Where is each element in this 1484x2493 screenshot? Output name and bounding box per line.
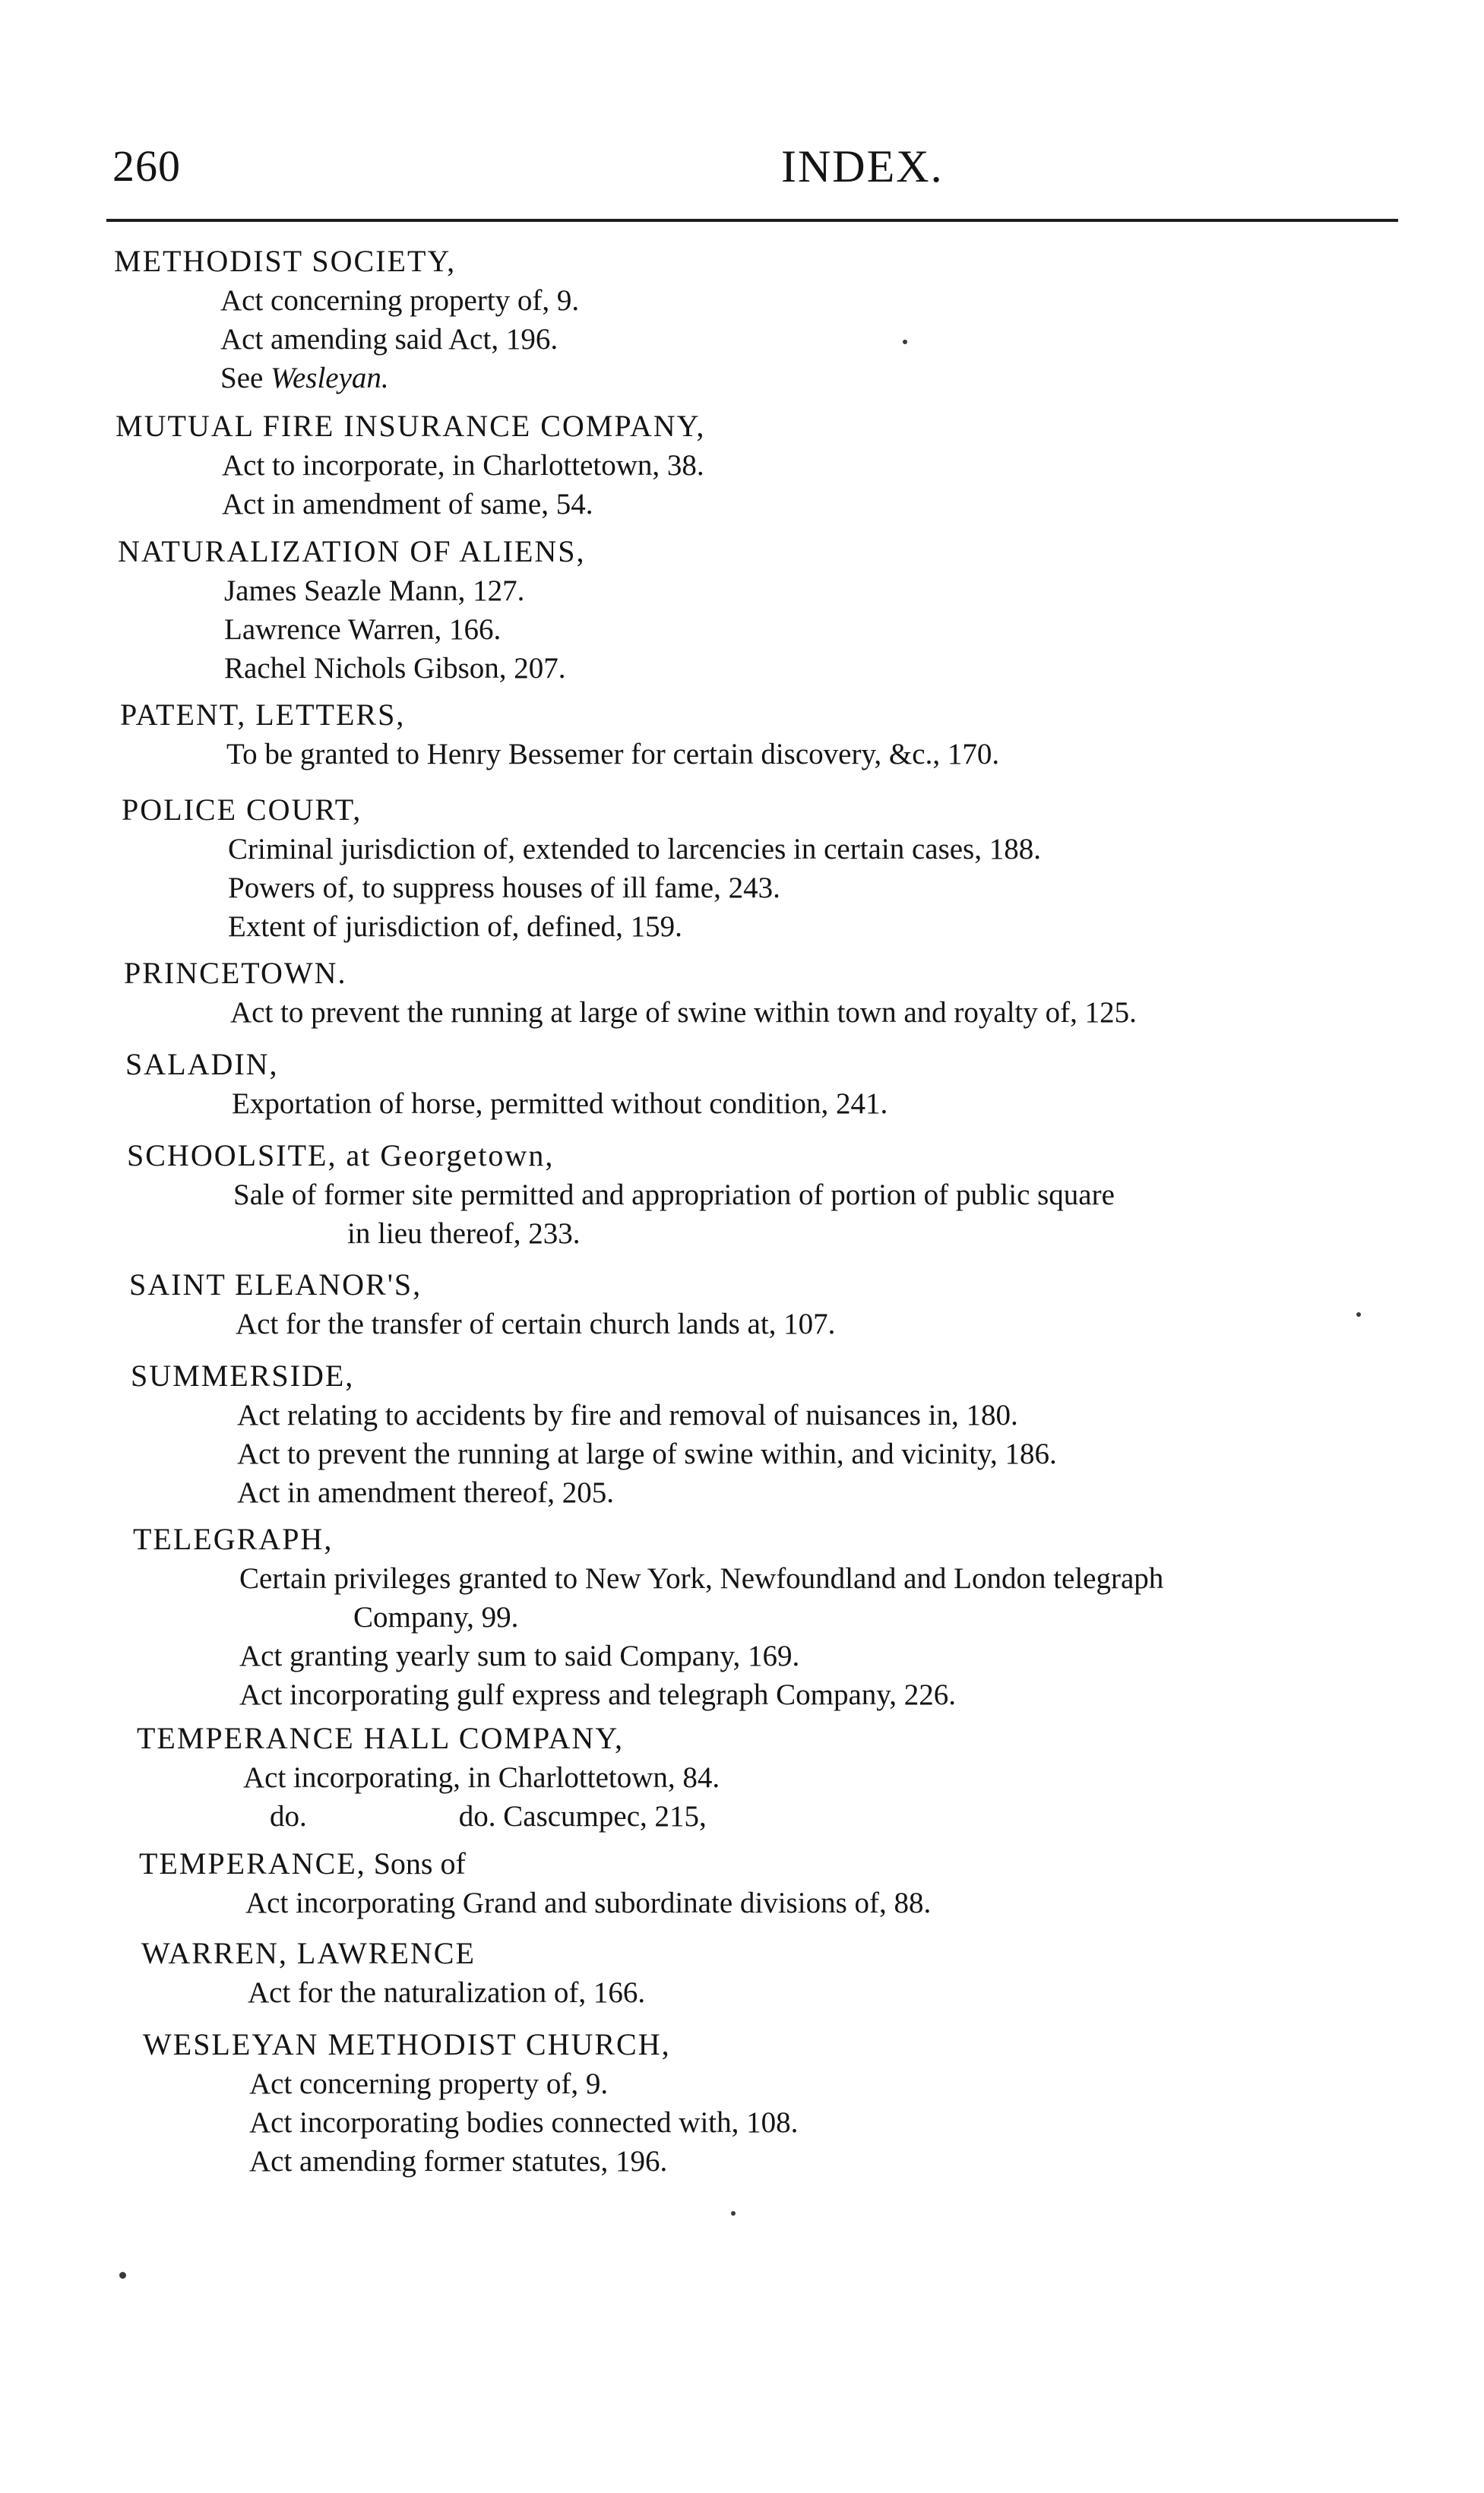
entry-line: Certain privileges granted to New York, Newfoundland and London telegraph — [239, 1562, 1164, 1595]
entry-heading: PRINCETOWN. — [124, 956, 347, 990]
entry-heading: SAINT ELEANOR'S, — [129, 1267, 422, 1302]
entry-line-continuation: in lieu thereof, 233. — [347, 1217, 581, 1250]
entry-heading: METHODIST SOCIETY, — [114, 244, 457, 278]
ditto-text: Cascumpec, 215, — [503, 1800, 707, 1833]
print-speck — [1356, 1312, 1361, 1317]
index-entry-saladin — [125, 1045, 1463, 1123]
entry-heading: NATURALIZATION OF ALIENS, — [118, 534, 586, 568]
entry-line: Act granting yearly sum to said Company, 169. — [239, 1640, 800, 1672]
ditto-mark: do. — [458, 1800, 496, 1833]
entry-heading: WESLEYAN METHODIST CHURCH, — [143, 2027, 671, 2061]
index-entry-patent-letters — [120, 695, 1457, 774]
running-title: INDEX. — [781, 141, 944, 191]
entry-line: Extent of jurisdiction of, defined, 159. — [228, 910, 682, 943]
entry-line: Act concerning property of, 9. — [220, 284, 580, 317]
entry-line: James Seazle Mann, 127. — [224, 574, 525, 607]
entry-heading: POLICE COURT, — [122, 793, 362, 827]
index-entry-methodist-society — [114, 242, 1451, 397]
entry-ditto-line — [137, 1797, 1474, 1836]
entry-line: Sale of former site permitted and appropriation of portion of public square — [233, 1178, 1115, 1211]
entry-heading: SALADIN, — [125, 1047, 279, 1081]
print-speck — [731, 2211, 736, 2216]
index-entry-police-court — [122, 790, 1459, 946]
entry-line: Lawrence Warren, 166. — [224, 613, 502, 646]
index-entry-summerside — [131, 1356, 1468, 1512]
index-entry-warren-lawrence — [141, 1934, 1479, 2012]
entry-line: Act amending former statutes, 196. — [249, 2145, 668, 2178]
see-reference-link: Wesleyan. — [271, 362, 389, 394]
entry-line: Act in amendment of same, 54. — [222, 488, 593, 520]
entry-line: Rachel Nichols Gibson, 207. — [224, 652, 566, 685]
entry-line: Act relating to accidents by fire and removal of nuisances in, 180. — [237, 1399, 1018, 1432]
entry-line: Criminal jurisdiction of, extended to larcencies in certain cases, 188. — [228, 833, 1041, 865]
page-number: 260 — [112, 141, 181, 191]
index-entry-schoolsite — [127, 1136, 1464, 1253]
entry-heading — [139, 1844, 1476, 1884]
entry-heading: MUTUAL FIRE INSURANCE COMPANY, — [115, 409, 706, 443]
entry-heading: PATENT, LETTERS, — [120, 698, 406, 732]
entry-line: Act incorporating Grand and subordinate divisions of, 88. — [245, 1887, 932, 1919]
entry-line: Act incorporating, in Charlottetown, 84. — [243, 1761, 720, 1794]
heading-suffix: Sons of — [365, 1846, 466, 1881]
see-prefix: See — [220, 362, 271, 394]
entry-line: Act concerning property of, 9. — [249, 2067, 609, 2100]
entry-heading: SUMMERSIDE, — [131, 1359, 355, 1393]
heading-main: TEMPERANCE, — [139, 1846, 366, 1881]
entry-heading: TEMPERANCE HALL COMPANY, — [137, 1721, 625, 1755]
entry-line: To be granted to Henry Bessemer for certain discovery, &c., 170. — [226, 738, 1000, 770]
ditto-mark: do. — [270, 1800, 307, 1833]
entry-line: Act to prevent the running at large of swine within town and royalty of, 125. — [230, 996, 1137, 1029]
entry-line: Act to incorporate, in Charlottetown, 38. — [222, 449, 704, 482]
entry-line: Exportation of horse, permitted without condition, 241. — [232, 1087, 888, 1120]
entry-line: Act for the naturalization of, 166. — [248, 1976, 646, 2009]
index-entry-mutual-fire-insurance — [115, 407, 1453, 524]
index-entry-temperance-hall — [137, 1719, 1474, 1836]
entry-see-reference — [114, 359, 1451, 397]
index-entry-telegraph — [133, 1520, 1470, 1714]
index-entry-temperance-sons — [139, 1844, 1476, 1922]
entry-line: Act for the transfer of certain church lands at, 107. — [236, 1308, 836, 1340]
entry-heading: SCHOOLSITE, at Georgetown, — [127, 1138, 555, 1172]
entry-line: Act to prevent the running at large of swine within, and vicinity, 186. — [237, 1438, 1057, 1470]
index-entry-saint-eleanors — [129, 1265, 1467, 1343]
entry-line: Act incorporating gulf express and telegraph Company, 226. — [239, 1678, 956, 1711]
entry-line: Act in amendment thereof, 205. — [237, 1476, 615, 1509]
entry-line: Act incorporating bodies connected with, 108. — [249, 2106, 799, 2139]
index-entry-naturalization — [118, 532, 1455, 688]
entry-line: Powers of, to suppress houses of ill fame, 243. — [228, 872, 780, 904]
index-entry-wesleyan-methodist — [143, 2025, 1480, 2181]
print-speck — [903, 340, 907, 344]
index-entry-princetown — [124, 954, 1461, 1032]
entry-line: Act amending said Act, 196. — [220, 323, 558, 356]
entry-line-continuation: Company, 99. — [353, 1601, 519, 1634]
entry-heading: WARREN, LAWRENCE — [141, 1936, 476, 1970]
print-speck — [119, 2272, 126, 2279]
entry-heading: TELEGRAPH, — [133, 1522, 334, 1556]
